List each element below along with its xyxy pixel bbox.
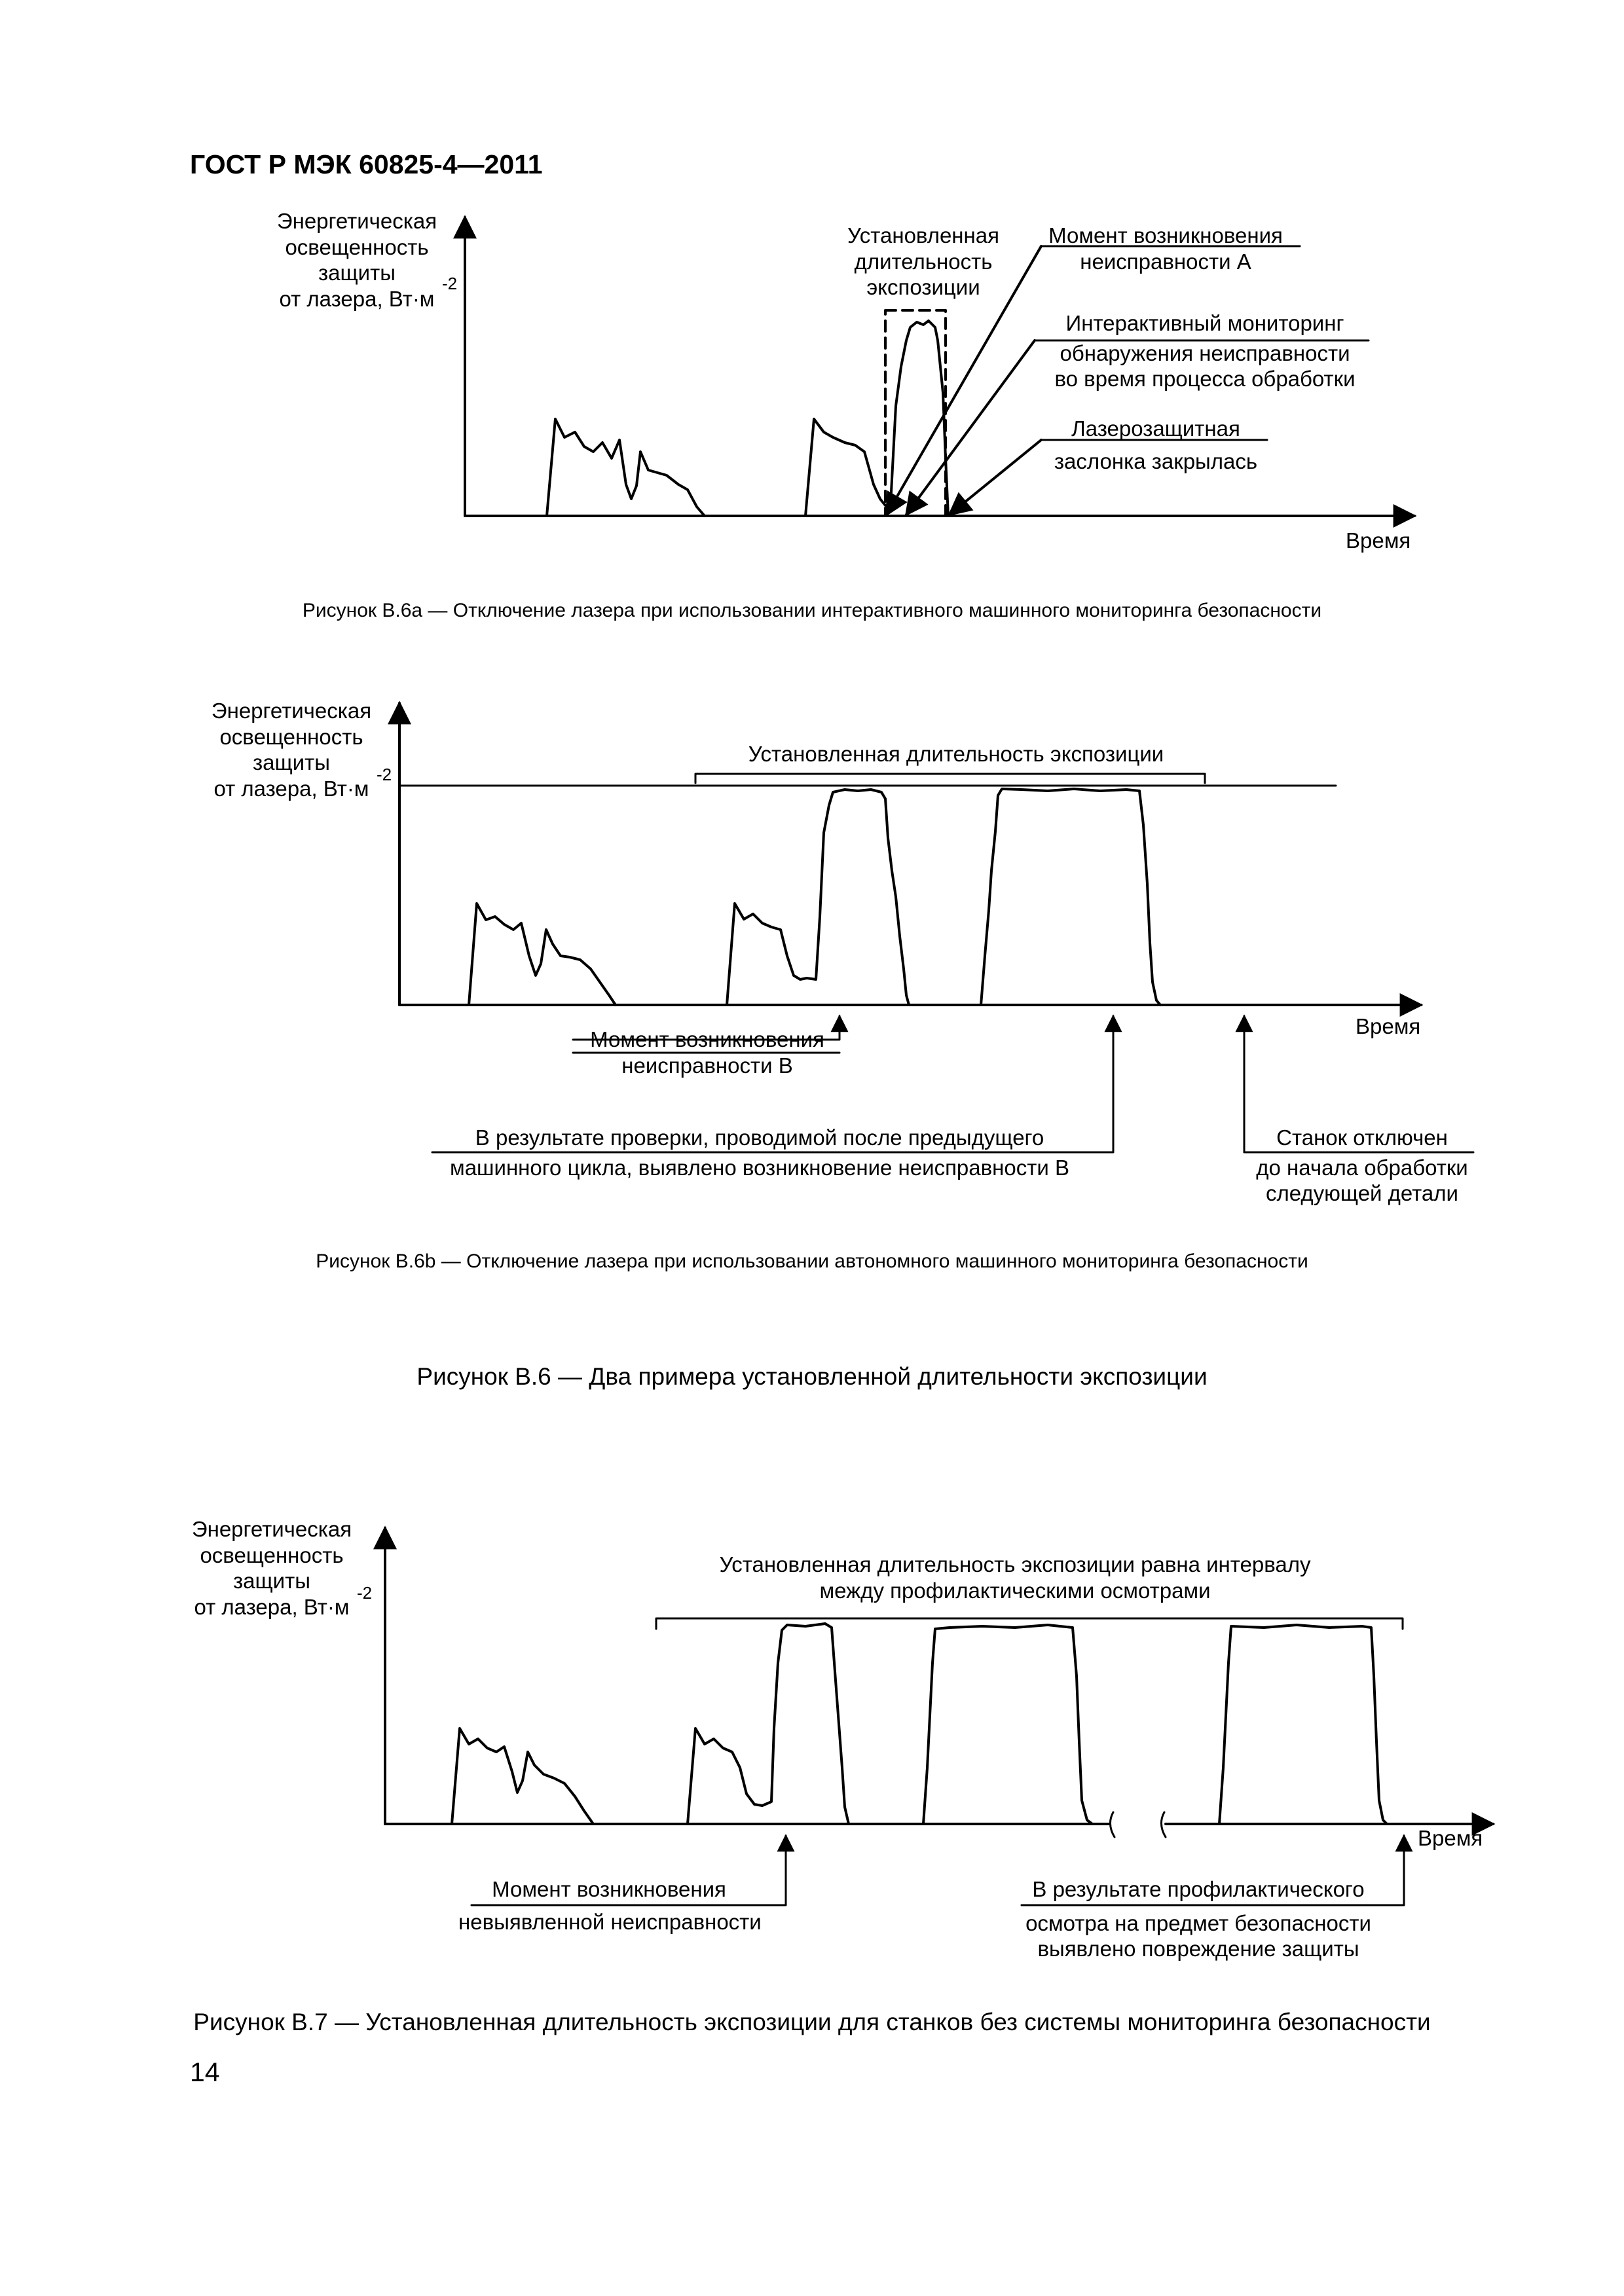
- document-header: ГОСТ Р МЭК 60825-4—2011: [190, 149, 543, 179]
- fig-a-shutter-line-1: Лазерозащитная: [1071, 416, 1240, 441]
- fig-b-signal-1: [469, 903, 616, 1005]
- fig-b-check-pointer: [432, 1016, 1113, 1152]
- fig-b-check-line-2: машинного цикла, выявлено возникновение неисправности В: [450, 1155, 1069, 1180]
- fig-6-caption: Рисунок В.6 — Два примера установленной длительности экспозиции: [416, 1363, 1208, 1390]
- fig-b-exposure-bracket: [695, 774, 1205, 783]
- fig-b-axes: [399, 703, 1421, 1005]
- fig-a-shutter-line-2: заслонка закрылась: [1054, 448, 1258, 473]
- fig-b-moment-line-2: неисправности В: [621, 1053, 793, 1078]
- fig-b-x-axis-label: Время: [1356, 1014, 1421, 1038]
- fig-7-caption: Рисунок В.7 — Установленная длительность экспозиции для станков без системы мониторинга безопасности: [193, 2009, 1431, 2035]
- page-number: 14: [190, 2057, 220, 2087]
- fig-7-moment-pointer: [471, 1836, 786, 1905]
- fig-b-stop-line-2: до начала обработки: [1256, 1155, 1468, 1180]
- fig-7-moment-line-1: Момент возникновения: [492, 1877, 726, 1901]
- fig-7-exposure-line-1: Установленная длительность экспозиции равна интервалу: [719, 1552, 1311, 1576]
- fig-7-x-axis-label: Время: [1418, 1826, 1483, 1850]
- fig-b-signal-3: [981, 789, 1160, 1005]
- fig-7-inspection-pointer: [1022, 1836, 1404, 1905]
- fig-a-moment-line-2: неисправности А: [1080, 249, 1251, 274]
- fig-a-moment-line-1: Момент возникновения: [1048, 223, 1283, 247]
- y-axis-line-4: от лазера, Вт·м: [279, 286, 435, 311]
- fig-7-inspection-line-3: выявлено повреждение защиты: [1037, 1937, 1359, 1961]
- fig-7-signal-2: [688, 1624, 849, 1824]
- fig-a-caption: Рисунок В.6a — Отключение лазера при использовании интерактивного машинного мониторинга безопасности: [302, 600, 1322, 621]
- fig-b-y-axis-exponent: -2: [377, 765, 392, 784]
- fig-b-check-line-1: В результате проверки, проводимой после предыдущего: [475, 1125, 1044, 1150]
- fig-a-signal-1: [547, 419, 705, 516]
- y-axis-line-4: от лазера, Вт·м: [194, 1594, 350, 1619]
- y-axis-line-1: Энергетическая: [276, 209, 437, 233]
- fig-b-exposure-label: Установленная длительность экспозиции: [748, 742, 1164, 766]
- y-axis-line-3: защиты: [318, 261, 396, 285]
- y-axis-line-1: Энергетическая: [211, 699, 372, 723]
- fig-7-inspection-line-2: осмотра на предмет безопасности: [1025, 1910, 1371, 1935]
- fig-a-interactive-line-2: обнаружения неисправности: [1060, 340, 1350, 365]
- fig-b-signal-2: [727, 790, 909, 1005]
- fig-7-axes: [385, 1528, 1493, 1824]
- fig-a-exposure-line-3: экспозиции: [866, 275, 980, 300]
- y-axis-line-3: защиты: [253, 750, 330, 775]
- fig-b-moment-pointer: [573, 1016, 840, 1040]
- fig-b-moment-line-1: Момент возникновения: [590, 1027, 824, 1051]
- y-axis-line-2: освещенность: [219, 724, 363, 749]
- y-axis-line-1: Энергетическая: [191, 1517, 352, 1541]
- fig-7-signal-3: [923, 1625, 1092, 1824]
- fig-7-axis-break-left: [1110, 1812, 1115, 1837]
- fig-7-inspection-line-1: В результате профилактического: [1032, 1877, 1365, 1901]
- fig-7-signal-4: [1219, 1625, 1387, 1824]
- fig-a-moment-pointer: [887, 246, 1041, 515]
- fig-7-moment-line-2: невыявленной неисправности: [458, 1909, 762, 1934]
- fig-a-interactive-line-3: во время процесса обработки: [1054, 367, 1356, 392]
- fig-7-y-axis-exponent: -2: [357, 1583, 373, 1603]
- fig-a-y-axis-exponent: -2: [442, 274, 458, 293]
- fig-a-x-axis-label: Время: [1346, 528, 1411, 553]
- fig-a-exposure-line-2: длительность: [854, 249, 993, 274]
- fig-b-caption: Рисунок В.6b — Отключение лазера при использовании автономного машинного мониторинга безопасности: [316, 1250, 1308, 1272]
- fig-a-shutter-pointer: [950, 440, 1041, 515]
- y-axis-line-2: освещенность: [285, 234, 429, 259]
- fig-b-stop-line-3: следующей детали: [1266, 1181, 1458, 1206]
- fig-7-signal-1: [452, 1728, 593, 1824]
- fig-b-stop-line-1: Станок отключен: [1276, 1125, 1448, 1150]
- y-axis-line-2: освещенность: [200, 1542, 344, 1567]
- fig-7-exposure-line-2: между профилактическими осмотрами: [819, 1578, 1211, 1603]
- fig-a-exposure-line-1: Установленная: [847, 223, 999, 247]
- fig-a-interactive-line-1: Интерактивный мониторинг: [1065, 311, 1344, 335]
- y-axis-line-3: защиты: [233, 1569, 310, 1594]
- y-axis-line-4: от лазера, Вт·м: [213, 776, 369, 801]
